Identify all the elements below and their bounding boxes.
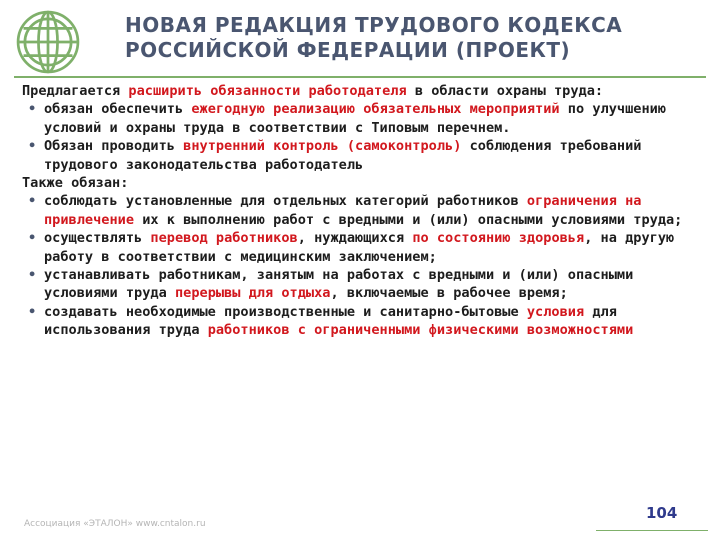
list-item [22, 100, 706, 137]
list-item [22, 229, 706, 266]
page-title [125, 13, 710, 63]
item-highlight: условия [526, 303, 585, 320]
list-item [22, 266, 706, 303]
item-text: соблюдать установленные для отдельных категорий работников [44, 193, 527, 210]
main-content [22, 82, 706, 340]
also-label: Также обязан: [22, 175, 129, 192]
intro-paragraph [22, 82, 706, 100]
page-number-rule [596, 530, 708, 531]
bullet-icon: • [28, 267, 37, 284]
item-text-mid: , нуждающихся [297, 230, 413, 247]
list-item [22, 192, 706, 229]
item-text: обязан обеспечить [44, 101, 192, 118]
list-item [22, 303, 706, 340]
footer-text: Ассоциация «ЭТАЛОН» www.cntalon.ru [24, 519, 206, 529]
bullet-icon: • [28, 193, 37, 210]
item-highlight: ограничения на привлечение [44, 193, 642, 228]
item-highlight-2: по состоянию здоровья [412, 230, 585, 247]
bullet-icon: • [28, 138, 37, 155]
item-highlight: ежегодную реализацию обязательных мероприятий [191, 101, 560, 118]
item-highlight-2: работников с ограниченными физическими возможностями [207, 322, 634, 339]
duties-list-1 [22, 100, 706, 174]
title-line-2: РОССИЙСКОЙ ФЕДЕРАЦИИ (ПРОЕКТ) [125, 38, 571, 62]
title-line-1: НОВАЯ РЕДАКЦИЯ ТРУДОВОГО КОДЕКСА [125, 13, 623, 37]
intro-highlight: расширить обязанности работодателя [128, 83, 407, 99]
item-text-end: , на другую работу в соответствии с медицинским заключением; [44, 230, 675, 265]
etalon-globe-logo [14, 8, 82, 76]
item-highlight: перерывы для отдыха [174, 285, 331, 302]
intro-text-end: в области охраны труда: [406, 83, 604, 99]
item-text-mid: для использования труда [44, 303, 617, 339]
list-item [22, 137, 706, 174]
item-text-end: по улучшению условий и охраны труда в соответствии с Типовым перечнем. [44, 101, 667, 136]
header-divider [14, 76, 706, 78]
page-number: 104 [646, 504, 678, 522]
item-text: устанавливать работникам, занятым на работах с вредными и (или) опасными условиями труда [44, 267, 634, 302]
item-text: осуществлять [44, 230, 151, 247]
item-highlight: перевод работников [150, 230, 298, 247]
item-text: создавать необходимые производственные и санитарно-бытовые [44, 303, 527, 320]
item-text-end: , включаемые в рабочее время; [330, 285, 568, 302]
bullet-icon: • [28, 303, 37, 320]
duties-list-2 [22, 192, 706, 339]
item-text: Обязан проводить [44, 138, 184, 155]
item-text-end: соблюдения требований трудового законодательства работодатель [44, 138, 642, 173]
bullet-icon: • [28, 101, 37, 118]
bullet-icon: • [28, 230, 37, 247]
item-text-end: их к выполнению работ с вредными и (или) опасными условиями труда; [134, 211, 683, 228]
intro-text: Предлагается [22, 83, 129, 99]
item-highlight: внутренний контроль (самоконтроль) [183, 138, 462, 155]
